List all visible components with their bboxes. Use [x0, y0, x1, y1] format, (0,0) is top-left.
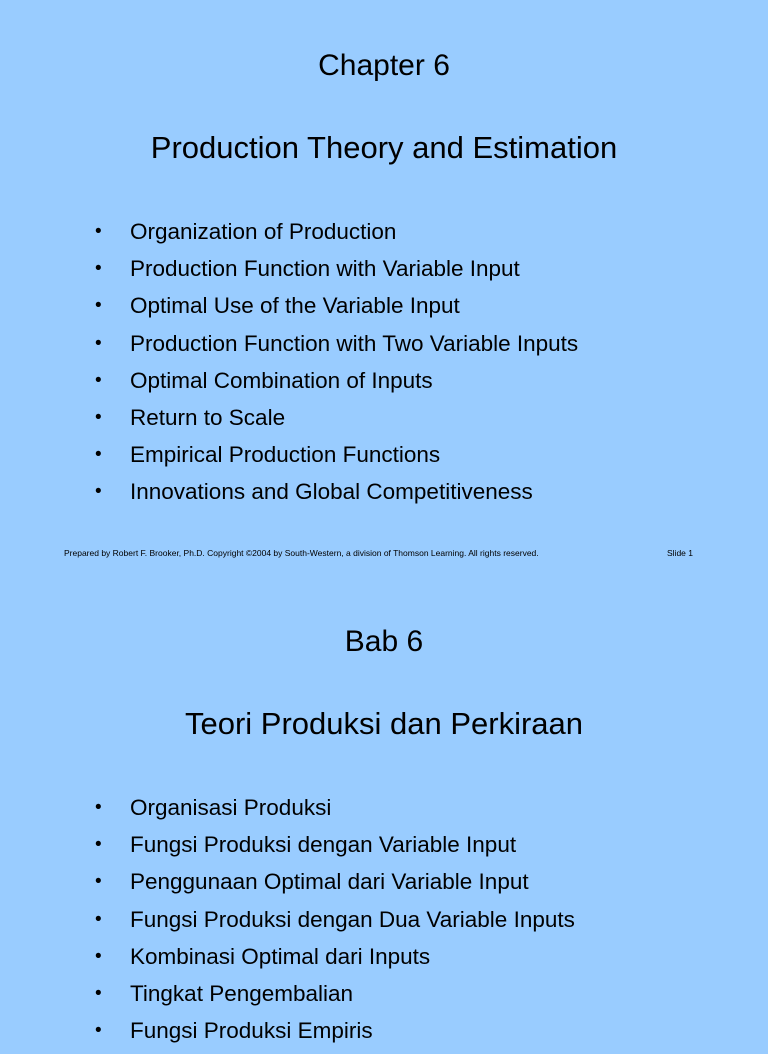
slide-2 [0, 576, 768, 1044]
list-item: • Return to Scale [95, 404, 286, 430]
list-item: • Tingkat Pengembalian [95, 980, 354, 1006]
bullet-icon: • [95, 258, 102, 280]
bullet-icon: • [95, 797, 102, 818]
list-item: • Penggunaan Optimal dari Variable Input [95, 869, 529, 895]
bullet-icon: • [95, 1020, 102, 1042]
list-item: • Kombinasi Optimal dari Inputs [95, 943, 431, 969]
bullet-icon: • [95, 481, 102, 503]
slide-title: Production Theory and Estimation [150, 130, 618, 165]
list-item: • Optimal Combination of Inputs [95, 367, 433, 393]
chapter-heading: Bab 6 [344, 625, 424, 658]
list-item: • Innovations and Global Competitiveness [95, 479, 533, 505]
list-item: • Empirical Production Functions [95, 442, 441, 468]
list-item: • Organization of Production [95, 219, 397, 244]
copyright-text: Prepared by Robert F. Brooker, Ph.D. Copyright ©2004 by South-Western, a division of Thomson Learning. All rights reserved. [64, 548, 539, 558]
slide-number: Slide 1 [667, 548, 693, 558]
bullet-icon: • [95, 332, 102, 354]
bullet-icon: • [95, 295, 102, 317]
list-item: • Organisasi Produksi [95, 795, 332, 820]
bullet-icon: • [95, 444, 102, 466]
bullet-icon: • [95, 908, 102, 930]
bullet-icon: • [95, 406, 102, 428]
bullet-list [95, 794, 575, 1054]
bullet-icon: • [95, 982, 102, 1004]
bullet-icon: • [95, 945, 102, 967]
bullet-list [95, 218, 578, 516]
list-item: • Production Function with Variable Input [95, 256, 520, 282]
bullet-icon: • [95, 871, 102, 893]
chapter-heading: Chapter 6 [318, 49, 450, 82]
bullet-icon: • [95, 834, 102, 856]
list-item: • Fungsi Produksi dengan Variable Input [95, 832, 517, 858]
list-item: • Optimal Use of the Variable Input [95, 293, 460, 319]
bullet-icon: • [95, 369, 102, 391]
bullet-icon: • [95, 221, 102, 242]
list-item: • Production Function with Two Variable Inputs [95, 330, 579, 356]
list-item: • Fungsi Produksi dengan Dua Variable Inputs [95, 906, 575, 932]
list-item: • Fungsi Produksi Empiris [95, 1018, 373, 1044]
slide-title: Teori Produksi dan Perkiraan [184, 706, 584, 741]
